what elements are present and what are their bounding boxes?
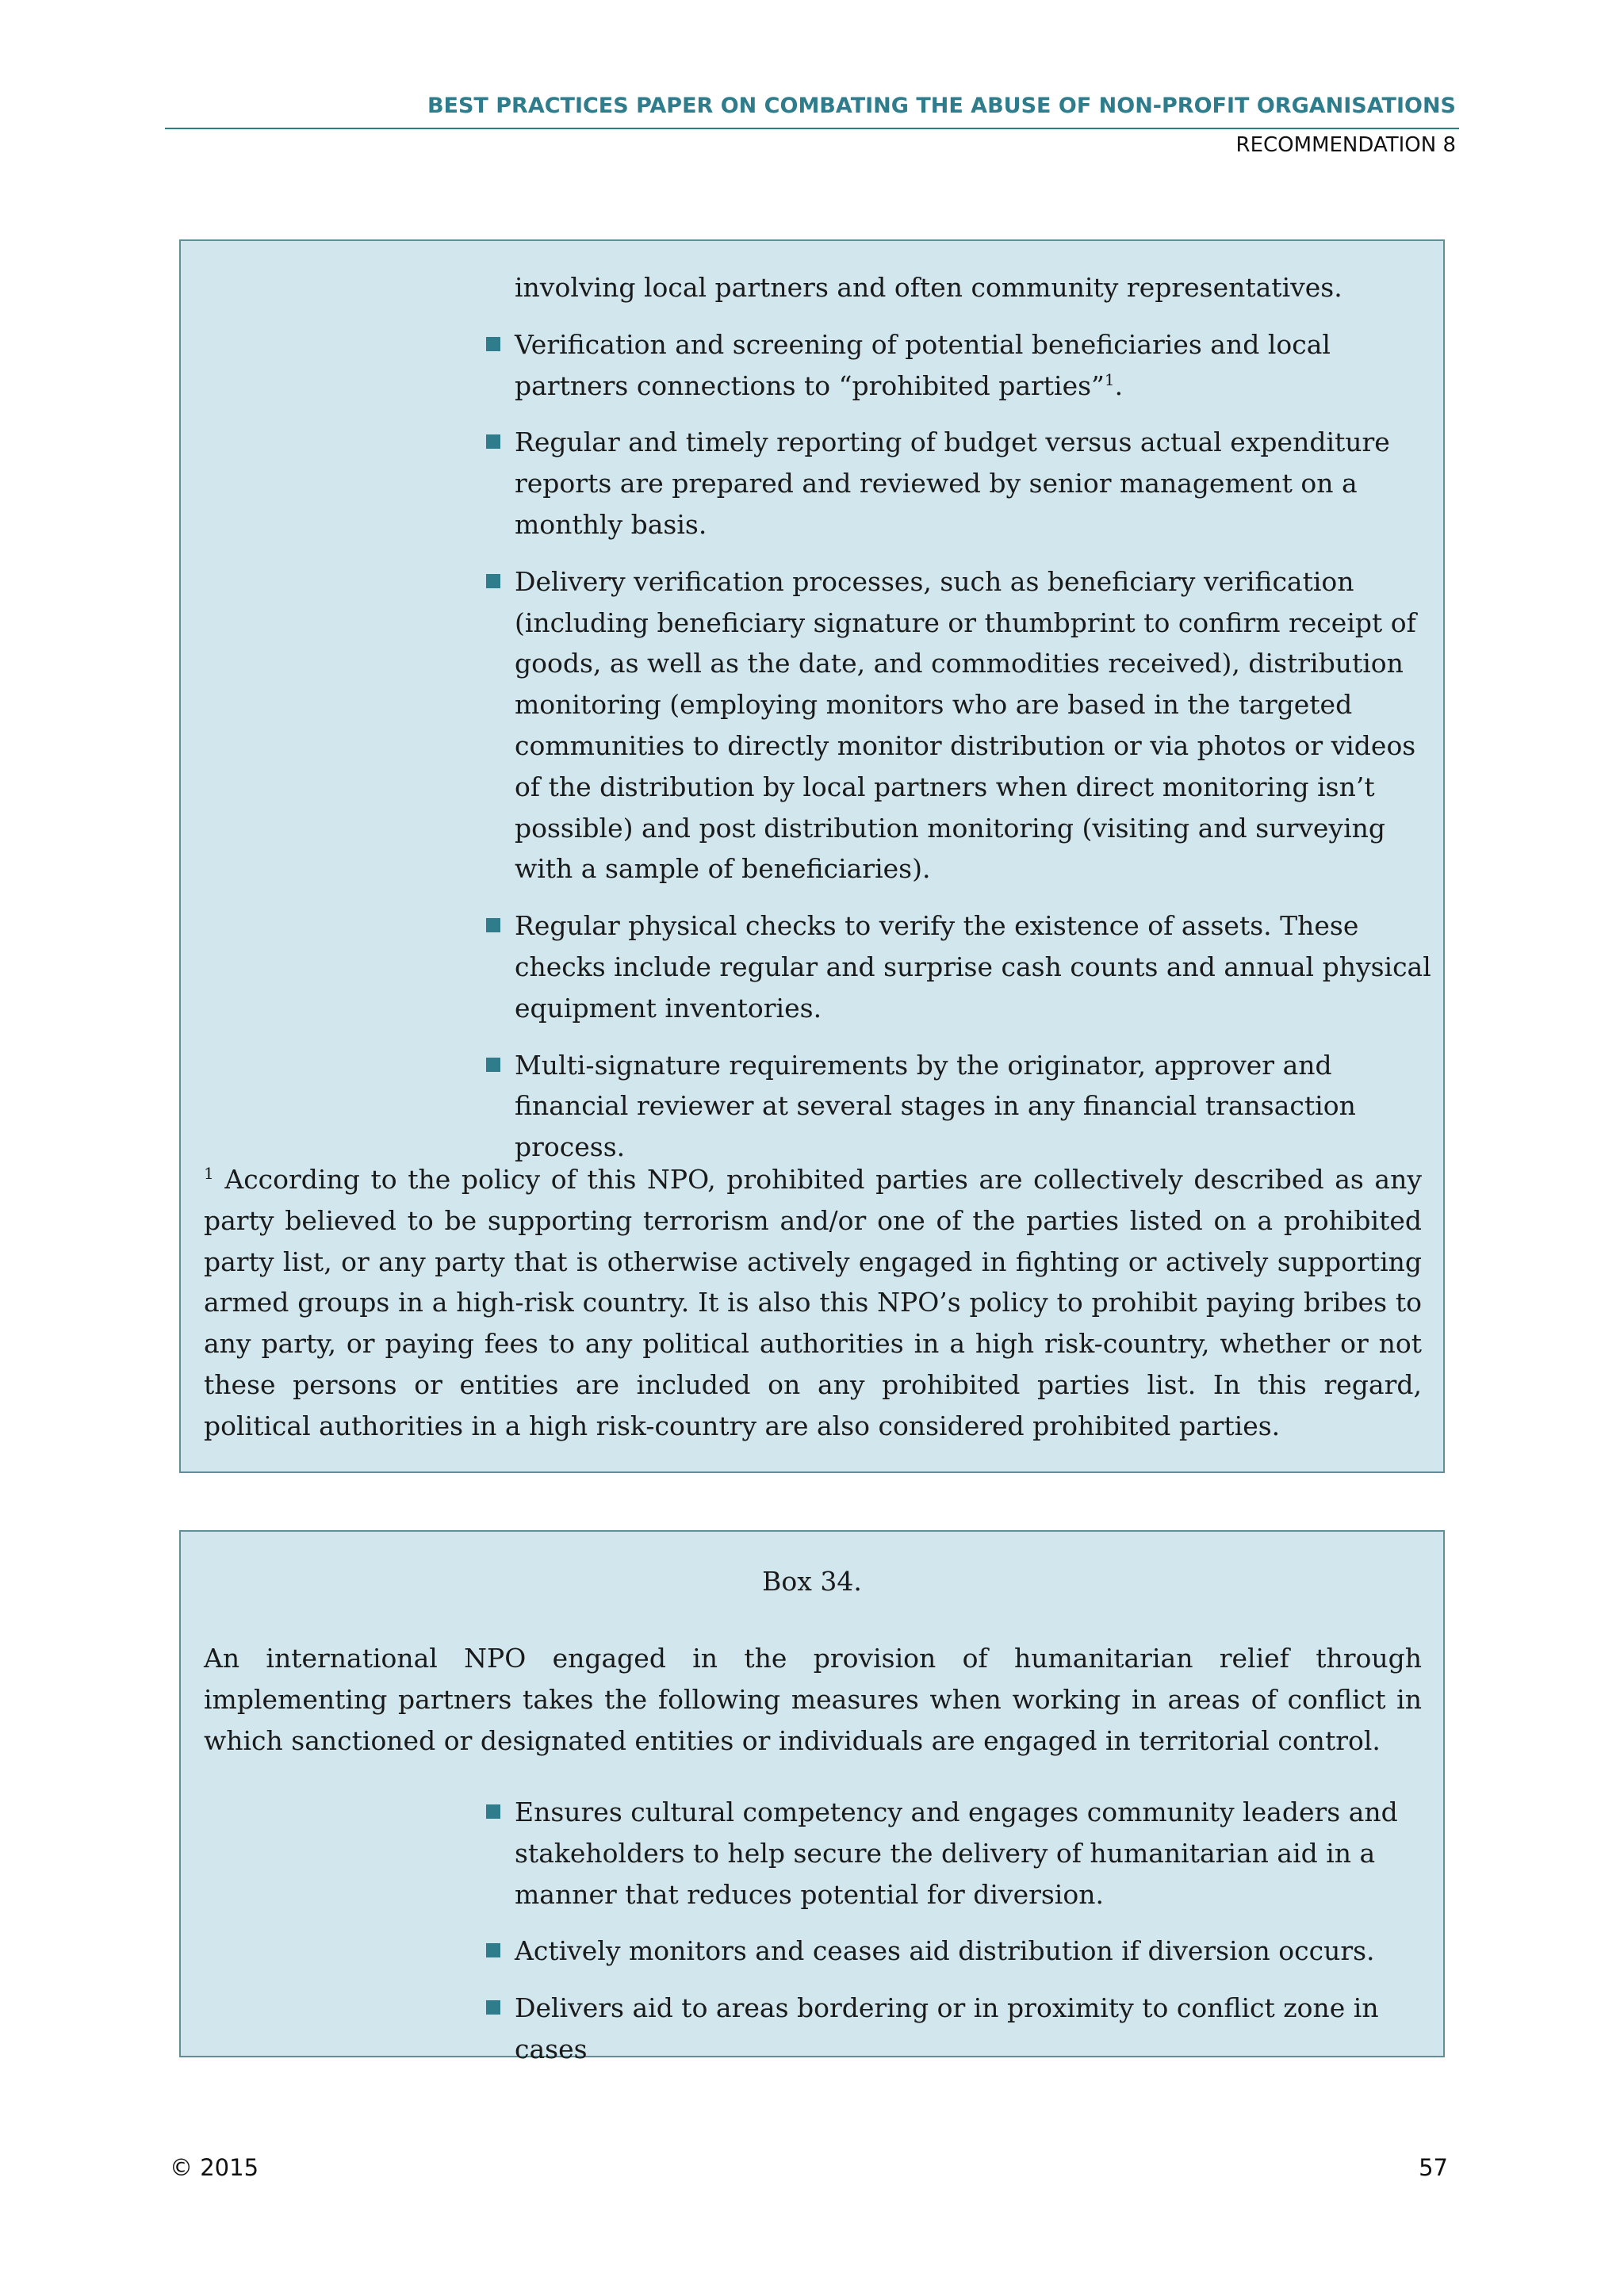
measures-list [515,1792,1433,2070]
square-bullet-icon [486,1058,500,1072]
list-item-text: Regular and timely reporting of budget versus actual expenditure reports are prepared and reviewed by senior management on a monthly basis. [515,427,1390,540]
measures-list [515,324,1433,1168]
page-number: 57 [1419,2154,1448,2181]
square-bullet-icon [486,434,500,449]
square-bullet-icon [486,2000,500,2015]
list-item-text: Ensures cultural competency and engages community leaders and stakeholders to help secure the delivery of humanitarian aid in a manner that reduces potential for diversion. [515,1797,1398,1910]
box-title: Box 34. [762,1566,862,1597]
box-continued [179,239,1445,1473]
list-item [515,561,1433,890]
running-header-title: BEST PRACTICES PAPER ON COMBATING THE ABUSE OF NON-PROFIT ORGANISATIONS [427,94,1456,118]
box-34 [179,1530,1445,2064]
list-item [515,905,1433,1028]
list-item [515,1792,1433,1915]
bullet-list-continued [515,267,1433,1184]
continuation-text: involving local partners and often community representatives. [515,272,1342,303]
footnote-text: According to the policy of this NPO, prohibited parties are collectively described as any party believed to be supporting terrorism and/or one of the parties listed on a prohibited party list, or any party that is otherwise actively engaged in fighting or actively supporting armed groups in a high-risk country. It is also this NPO’s policy to prohibit paying bribes to any party, or paying fees to any political authorities in a high risk-country, whether or not these persons or entities are included on any prohibited parties list. In this regard, political authorities in a high risk-country are also considered prohibited parties. [204,1164,1422,1441]
footnote [204,1159,1422,1447]
list-item [515,324,1433,407]
list-item [515,1931,1433,1972]
list-item-text: Multi-signature requirements by the originator, approver and financial reviewer at several stages in any financial transaction process. [515,1049,1356,1163]
bullet-list [515,1792,1433,2086]
footnote-reference[interactable]: 1 [1104,369,1115,389]
square-bullet-icon [486,1804,500,1819]
square-bullet-icon [486,574,500,588]
list-item-text: Regular physical checks to verify the existence of assets. These checks include regular and surprise cash counts and annual physical equipment inventories. [515,910,1431,1024]
list-item-text: Verification and screening of potential beneficiaries and local partners connections to “prohibited parties” [515,328,1331,401]
running-header-subtitle: RECOMMENDATION 8 [1235,133,1456,157]
box-intro-paragraph: An international NPO engaged in the provision of humanitarian relief through implementing partners takes the following measures when working in areas of conflict in which sanctioned or designated entities or individuals are engaged in territorial control. [204,1643,1422,1756]
list-item [515,422,1433,545]
list-item-text: Delivery verification processes, such as beneficiary verification (including beneficiary signature or thumbprint to confirm receipt of goods, as well as the date, and commodities received), distribution monitoring (employing monitors who are based in the targeted communities to directly monitor distribution or via photos or videos of the distribution by local partners when direct monitoring isn’t possible) and post distribution monitoring (visiting and surveying with a sample of beneficiaries). [515,565,1416,885]
header-divider [165,128,1459,129]
list-item-text: Actively monitors and ceases aid distribution if diversion occurs. [515,1935,1375,1967]
copyright-notice: © 2015 [170,2154,259,2181]
footnote-marker: 1 [204,1164,214,1183]
list-item-text: Delivers aid to areas bordering or in proximity to conflict zone in cases [515,1992,1379,2064]
list-item [515,1045,1433,1168]
square-bullet-icon [486,918,500,932]
footnote-reference-suffix: . [1114,369,1124,401]
square-bullet-icon [486,1943,500,1957]
square-bullet-icon [486,337,500,351]
list-item [515,1988,1433,2070]
